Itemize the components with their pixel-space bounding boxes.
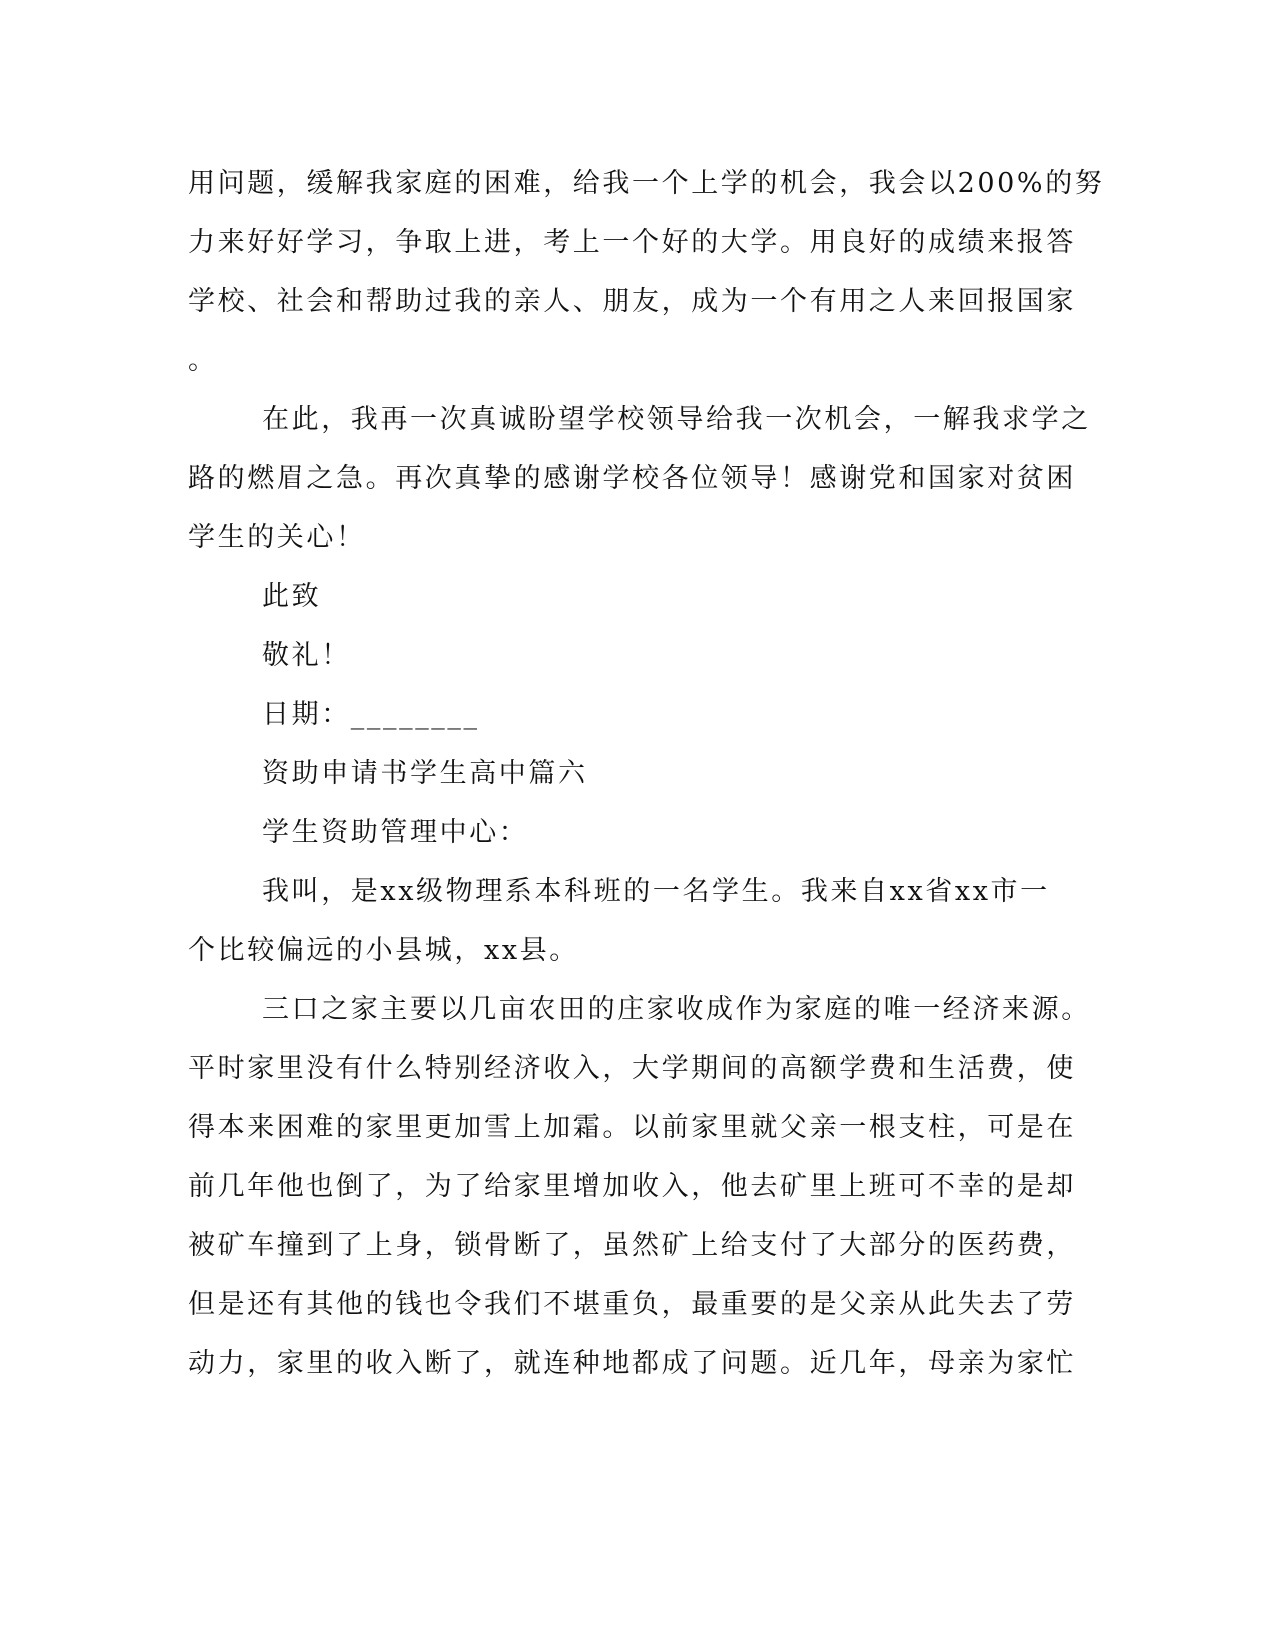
closing-salutation: 敬礼！ xyxy=(262,640,351,671)
text-line: 平时家里没有什么特别经济收入，大学期间的高额学费和生活费，使 xyxy=(188,1053,1076,1084)
text-line: 动力，家里的收入断了，就连种地都成了问题。近几年，母亲为家忙 xyxy=(188,1348,1076,1379)
paragraph-start-line: 我叫，是xx级物理系本科班的一名学生。我来自xx省xx市一 xyxy=(262,876,1050,907)
text-line: 。 xyxy=(188,345,218,376)
text-line: 学校、社会和帮助过我的亲人、朋友，成为一个有用之人来回报国家 xyxy=(188,286,1076,317)
text-line: 路的燃眉之急。再次真挚的感谢学校各位领导！感谢党和国家对贫困 xyxy=(188,463,1076,494)
text-line: 被矿车撞到了上身，锁骨断了，虽然矿上给支付了大部分的医药费， xyxy=(188,1230,1076,1261)
addressee-line: 学生资助管理中心： xyxy=(262,817,529,848)
text-line: 个比较偏远的小县城，xx县。 xyxy=(188,935,579,966)
closing-line: 此致 xyxy=(262,581,322,612)
text-line: 用问题，缓解我家庭的困难，给我一个上学的机会，我会以200%的努 xyxy=(188,168,1105,199)
paragraph-start-line: 三口之家主要以几亩农田的庄家收成作为家庭的唯一经济来源。 xyxy=(262,994,1091,1025)
text-line: 得本来困难的家里更加雪上加霜。以前家里就父亲一根支柱，可是在 xyxy=(188,1112,1076,1143)
paragraph-start-line: 在此，我再一次真诚盼望学校领导给我一次机会，一解我求学之 xyxy=(262,404,1091,435)
text-line: 前几年他也倒了，为了给家里增加收入，他去矿里上班可不幸的是却 xyxy=(188,1171,1076,1202)
text-line: 学生的关心！ xyxy=(188,522,366,553)
text-line: 力来好好学习，争取上进，考上一个好的大学。用良好的成绩来报答 xyxy=(188,227,1076,258)
date-line: 日期：________ xyxy=(262,699,480,730)
section-title: 资助申请书学生高中篇六 xyxy=(262,758,588,789)
text-line: 但是还有其他的钱也令我们不堪重负，最重要的是父亲从此失去了劳 xyxy=(188,1289,1076,1320)
